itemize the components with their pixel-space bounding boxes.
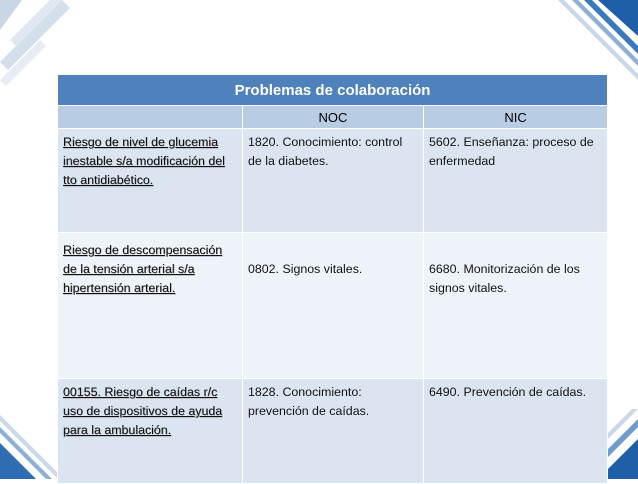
noc-cell: 1820. Conocimiento: control de la diabetes. <box>243 129 424 233</box>
header-cell-blank <box>58 106 243 129</box>
header-cell-nic: NIC <box>424 106 608 129</box>
table-row <box>58 129 608 233</box>
problem-cell: Riesgo de nivel de glucemia inestable s/a modificación del tto antidiabético. <box>58 129 243 233</box>
problem-cell: 00155. Riesgo de caídas r/c uso de dispositivos de ayuda para la ambulación. <box>58 379 243 484</box>
nic-cell: 6680. Monitorización de los signos vitales. <box>424 233 608 379</box>
header-cell-noc: NOC <box>243 106 424 129</box>
nic-cell: 6490. Prevención de caídas. <box>424 379 608 484</box>
corner-decoration-bottom-left <box>0 409 60 479</box>
nic-cell: 5602. Enseñanza: proceso de enfermedad <box>424 129 608 233</box>
corner-decoration-top-right <box>528 0 638 80</box>
problem-cell: Riesgo de descompensación de la tensión arterial s/a hipertensión arterial. <box>58 233 243 379</box>
table-row <box>58 233 608 379</box>
table-title: Problemas de colaboración <box>58 75 608 106</box>
noc-cell: 0802. Signos vitales. <box>243 233 424 379</box>
collaboration-problems-table <box>57 74 608 484</box>
noc-cell: 1828. Conocimiento: prevención de caídas. <box>243 379 424 484</box>
table-row <box>58 379 608 484</box>
